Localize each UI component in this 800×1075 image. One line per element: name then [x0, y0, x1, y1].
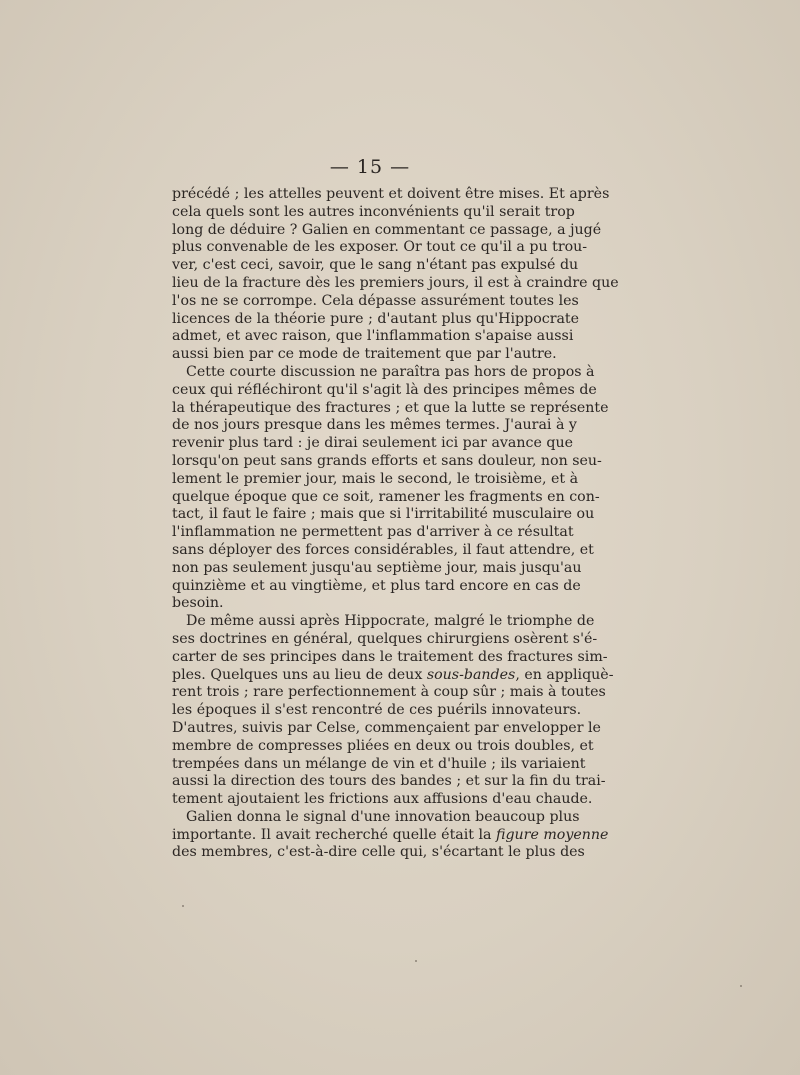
text-line: lieu de la fracture dès les premiers jours, il est à craindre que [172, 274, 619, 291]
text-line: membre de compresses pliées en deux ou trois doubles, et [172, 737, 594, 754]
page-number: — 15 — [329, 156, 411, 178]
text-line: les époques il s'est rencontré de ces puérils innovateurs. [172, 702, 582, 719]
text-line: Galien donna le signal d'une innovation beaucoup plus [186, 808, 580, 825]
text-line: tact, il faut le faire ; mais que si l'irritabilité musculaire ou [172, 506, 595, 523]
text-line: l'inflammation ne permettent pas d'arriver à ce résultat [172, 524, 574, 541]
text-line [172, 666, 614, 685]
paper-speck [415, 960, 417, 962]
paper-speck [740, 985, 742, 987]
text-line: plus convenable de les exposer. Or tout ce qu'il a pu trou- [172, 239, 588, 256]
text-line: la thérapeutique des fractures ; et que la lutte se représente [172, 399, 609, 416]
italic-term: figure moyenne [495, 826, 609, 843]
text-line: de nos jours presque dans les mêmes termes. J'aurai à y [172, 417, 577, 434]
text-line: rent trois ; rare perfectionnement à coup sûr ; mais à toutes [172, 684, 606, 701]
text-line: lement le premier jour, mais le second, le troisième, et à [172, 470, 579, 487]
text-line: De même aussi après Hippocrate, malgré le triomphe de [186, 613, 595, 630]
body-text [172, 186, 619, 862]
text-line: quinzième et au vingtième, et plus tard encore en cas de [172, 577, 581, 594]
text-line: besoin. [172, 595, 224, 612]
text-line: long de déduire ? Galien en commentant ce passage, a jugé [172, 221, 602, 238]
text-line: licences de la théorie pure ; d'autant plus qu'Hippocrate [172, 310, 580, 327]
text-line: Cette courte discussion ne paraîtra pas hors de propos à [186, 363, 595, 380]
text-line: tement ajoutaient les frictions aux affusions d'eau chaude. [172, 791, 593, 808]
text-line: lorsqu'on peut sans grands efforts et sans douleur, non seu- [172, 452, 602, 469]
text-line: carter de ses principes dans le traitement des fractures sim- [172, 648, 608, 665]
text-line: admet, et avec raison, que l'inflammation s'apaise aussi [172, 328, 574, 345]
text-line: ses doctrines en général, quelques chirurgiens osèrent s'é- [172, 630, 598, 647]
text-line [172, 826, 609, 845]
text-segment: ples. Quelques uns au lieu de deux [172, 666, 427, 683]
text-line: aussi bien par ce mode de traitement que par l'autre. [172, 346, 557, 363]
text-line: précédé ; les attelles peuvent et doivent être mises. Et après [172, 186, 610, 202]
text-line: ver, c'est ceci, savoir, que le sang n'étant pas expulsé du [172, 257, 579, 274]
text-segment: importante. Il avait recherché quelle était la [172, 826, 496, 843]
italic-term: sous-bandes [426, 666, 516, 683]
text-line: trempées dans un mélange de vin et d'huile ; ils variaient [172, 755, 586, 772]
text-line: non pas seulement jusqu'au septième jour, mais jusqu'au [172, 559, 582, 576]
text-line: aussi la direction des tours des bandes ; et sur la fin du trai- [172, 773, 606, 790]
text-segment: , en appliquè- [515, 666, 614, 683]
text-line: D'autres, suivis par Celse, commençaient par envelopper le [172, 719, 601, 736]
text-line: l'os ne se corrompe. Cela dépasse assurément toutes les [172, 292, 579, 309]
text-line: des membres, c'est-à-dire celle qui, s'écartant le plus des [172, 844, 585, 861]
text-line: ceux qui réfléchiront qu'il s'agit là des principes mêmes de [172, 381, 597, 398]
text-line: revenir plus tard : je dirai seulement ici par avance que [172, 435, 573, 452]
text-line: sans déployer des forces considérables, il faut attendre, et [172, 541, 594, 558]
paper-speck [182, 905, 184, 907]
text-line: quelque époque que ce soit, ramener les fragments en con- [172, 488, 600, 505]
text-line: cela quels sont les autres inconvénients qu'il serait trop [172, 203, 575, 220]
